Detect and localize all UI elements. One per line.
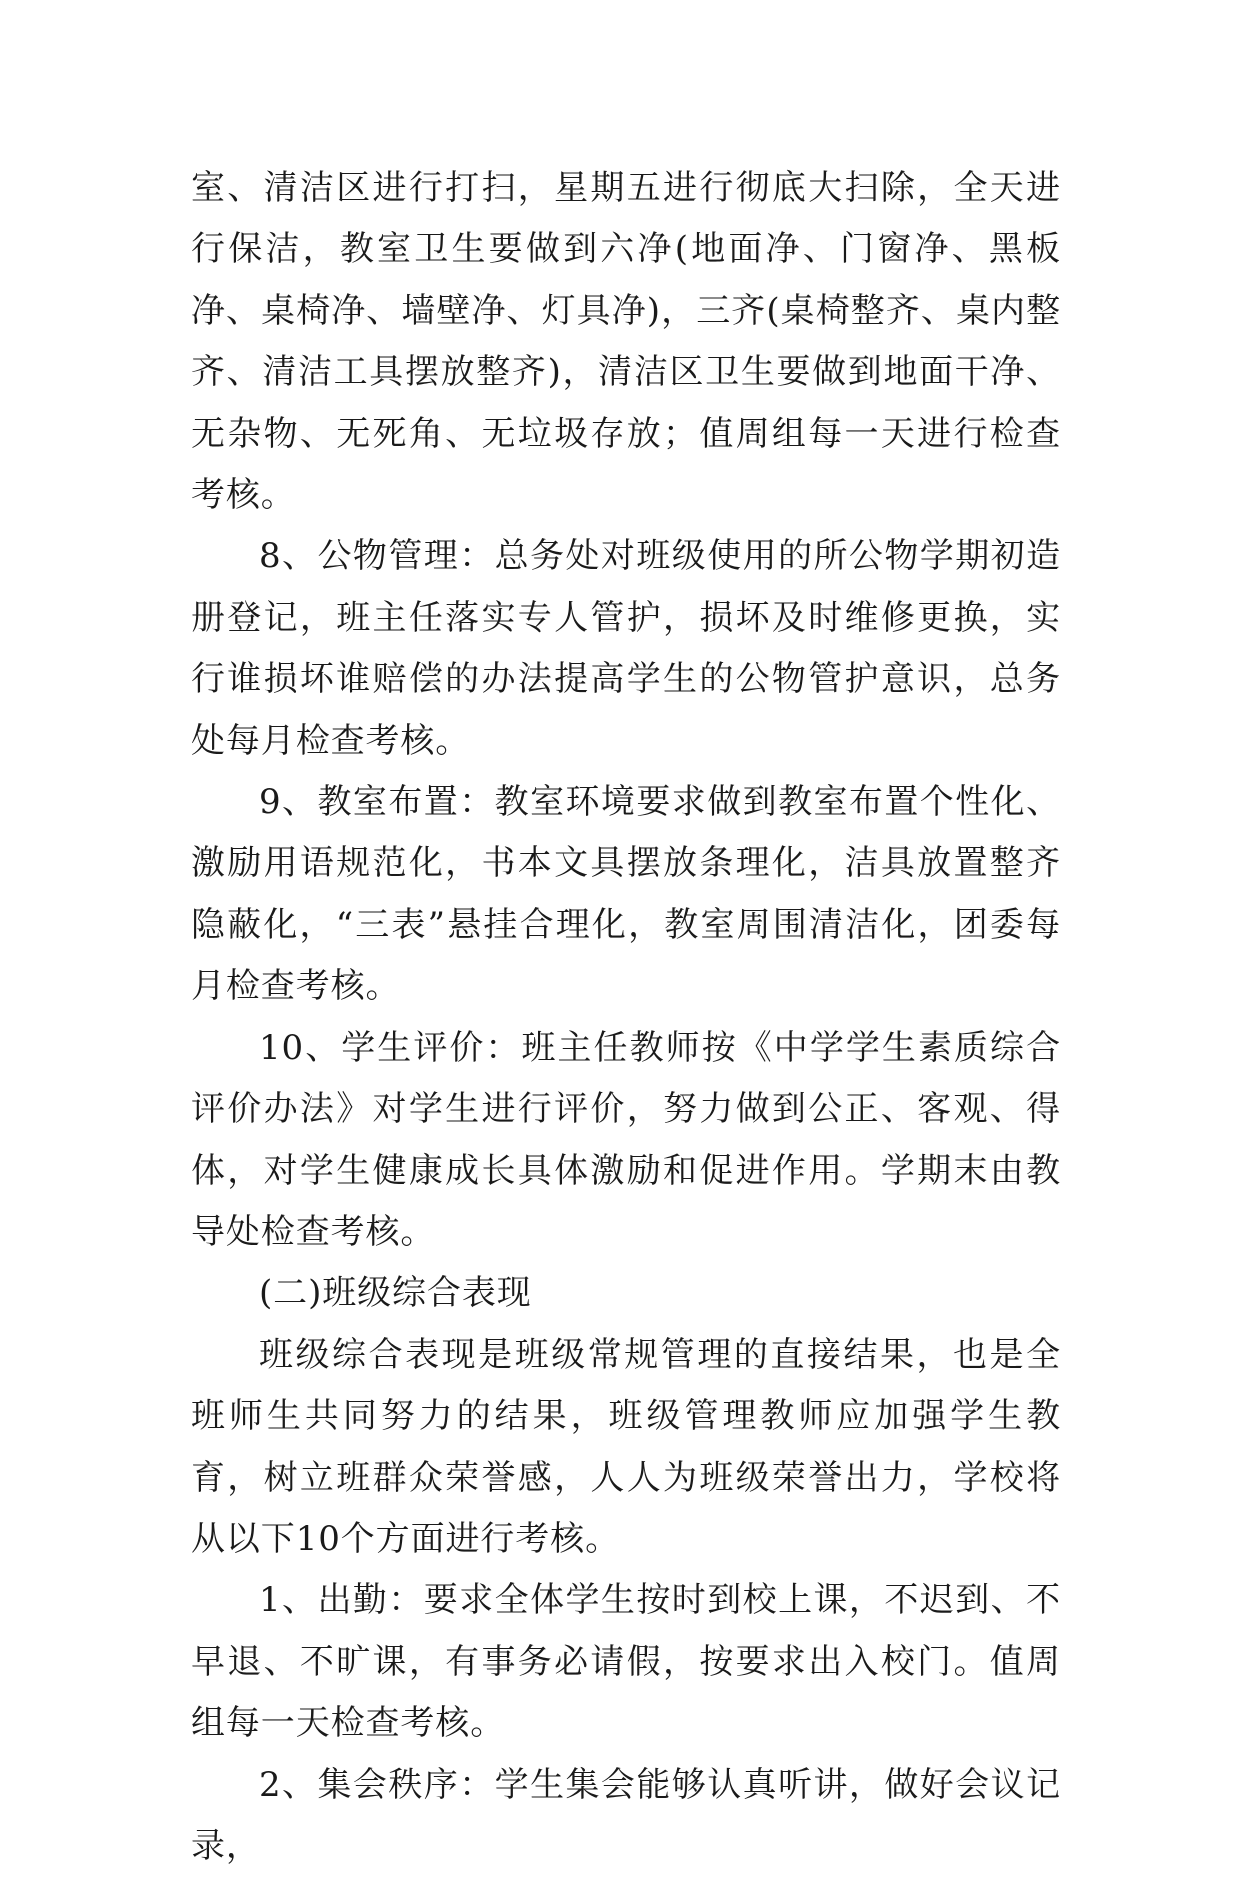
paragraph-class-performance-intro: 班级综合表现是班级常规管理的直接结果，也是全班师生共同努力的结果，班级管理教师应加强学生教育，树立班群众荣誉感，人人为班级荣誉出力，学校将从以下10个方面进行考核。 [191,1334,1061,1559]
paragraph-public-property: 8、公物管理：总务处对班级使用的所公物学期初造册登记，班主任落实专人管护，损坏及时维修更换，实行谁损坏谁赔偿的办法提高学生的公物管护意识，总务处每月检查考核。 [191,536,1061,761]
paragraph-attendance: 1、出勤：要求全体学生按时到校上课，不迟到、不早退、不旷课，有事务必请假，按要求出入校门。值周组每一天检查考核。 [191,1580,1061,1744]
paragraph-student-evaluation: 10、学生评价：班主任教师按《中学学生素质综合评价办法》对学生进行评价，努力做到公正、客观、得体，对学生健康成长具体激励和促进作用。学期末由教导处检查考核。 [191,1027,1061,1252]
document-body [191,158,1061,1877]
paragraph-assembly-order: 2、集会秩序：学生集会能够认真听讲，做好会议记录， [191,1764,1061,1866]
section-heading-class-performance: (二)班级综合表现 [259,1273,532,1314]
paragraph-classroom-layout: 9、教室布置：教室环境要求做到教室布置个性化、激励用语规范化，书本文具摆放条理化，洁具放置整齐隐蔽化，“三表”悬挂合理化，教室周围清洁化，团委每月检查考核。 [191,782,1061,1007]
paragraph-cleaning: 室、清洁区进行打扫，星期五进行彻底大扫除，全天进行保洁，教室卫生要做到六净(地面净、门窗净、黑板净、桌椅净、墙壁净、灯具净)，三齐(桌椅整齐、桌内整齐、清洁工具摆放整齐)，清洁区卫生要做到地面干净、无杂物、无死角、无垃圾存放；值周组每一天进行检查考核。 [191,168,1061,516]
